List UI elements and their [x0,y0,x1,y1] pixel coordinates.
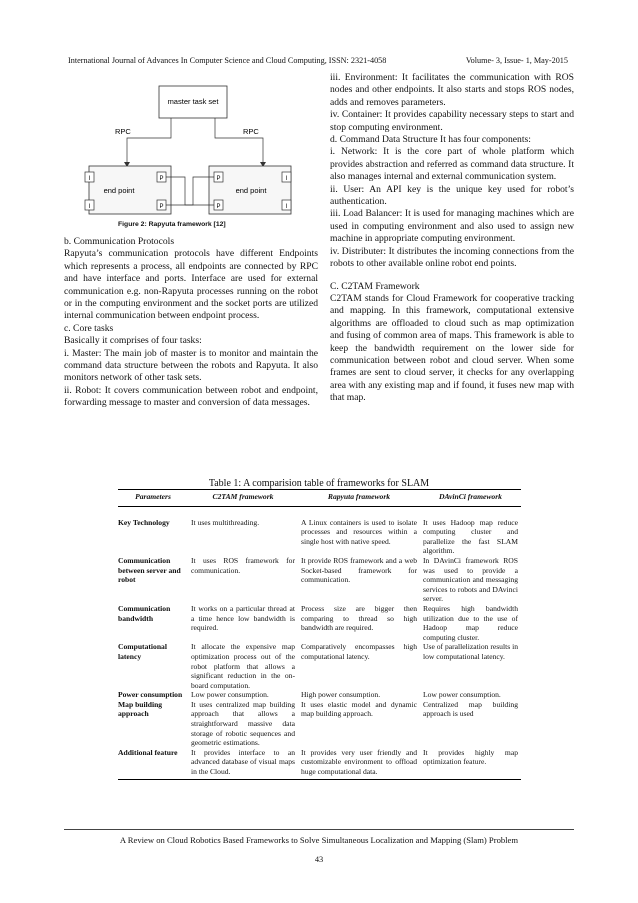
paragraph: i. Master: The main job of master is to monitor and maintain the command data structure between the robots and Rapyuta. It also monitors network of other task sets. [64,347,318,384]
running-header [68,56,568,65]
paragraph: Basically it comprises of four tasks: [64,335,202,347]
cell-davinci: In DAvinCi framework ROS was used to provide a communication and messaging services to robots and DAvinci server. [423,555,518,604]
table-row [118,556,521,604]
rpc-left-line [127,118,171,166]
table-row [118,700,521,748]
cell-c2tam: It uses centralized map building approach that allows a straightforward massive data storage of robotic sequences and geometric estimations. [191,699,295,748]
cell-c2tam: Low power consumption. [191,690,269,700]
paragraph: iv. Container: It provides capability necessary steps to start and stop computing environment. [330,109,574,133]
footer-rule [64,829,574,830]
paragraph: ii. User: An API key is the unique key used for robot’s authentication. [330,183,574,208]
rpc-right-line [215,118,263,166]
cell-davinci: It uses Hadoop map reduce computing cluster and parallelize the fast SLAM algorithm. [423,517,518,556]
cell-rapyuta: It provides very user friendly and customizable environment to offload huge computational data. [298,748,420,779]
table-row [118,642,521,690]
left-column [64,236,318,410]
cell-rapyuta: A Linux containers is used to isolate processes and resources within a single host with native speed. [301,517,417,546]
header-parameters: Parameters [118,490,188,507]
cell-rapyuta: It provide ROS framework and a web Socket-based framework for communication. [301,555,417,585]
cell-c2tam: It provides interface to an advanced database of visual maps in the Cloud. [188,748,298,779]
svg-text:I: I [285,204,288,210]
master-label: master task set [167,97,219,106]
cell-rapyuta: It uses elastic model and dynamic map building approach. [301,699,417,719]
endpoint-right-label: end point [235,186,267,195]
paragraph: iii. Load Balancer: It is used for managing machines which are used in computing environment and also used to assign new machine in appropriate computing environment. [330,208,574,245]
endpoint-link-bottom [166,177,214,205]
section-heading: c. Core tasks [64,322,114,334]
header-c2tam: C2TAM framework [188,490,298,507]
svg-text:P: P [159,176,164,182]
cell-c2tam: It uses multithreading. [191,517,260,527]
svg-text:I: I [88,176,91,182]
svg-text:P: P [216,176,221,182]
svg-text:I: I [88,204,91,210]
row-parameter: Computational latency [118,642,167,661]
section-heading: C. C2TAM Framework [330,280,420,292]
section-heading: b. Communication Protocols [64,236,175,247]
journal-name: International Journal of Advances In Computer Science and Cloud Computing, ISSN: 2321-4058 [68,56,387,65]
volume-info: Volume- 3, Issue- 1, May-2015 [465,56,568,65]
paragraph: ii. Robot: It covers communication between robot and endpoint, forwarding message to master and conversion of data messages. [64,384,318,409]
table-title: Table 1: A comparision table of frameworks for SLAM [208,478,430,489]
row-parameter: Communication bandwidth [118,603,171,623]
cell-c2tam: It allocate the expensive map optimization process out of the robot platform that allows a significant reduction in the on-board computation. [191,642,295,690]
footer-title: A Review on Cloud Robotics Based Frameworks to Solve Simultaneous Localization and Mapping (Slam) Problem [119,835,519,845]
table-row [118,748,521,779]
header-rapyuta: Rapyuta framework [298,490,420,507]
cell-c2tam: It uses ROS framework for communication. [191,555,295,575]
table-row [118,604,521,642]
paragraph: d. Command Data Structure It has four components: [330,134,531,146]
cell-davinci: Use of parallelization results in low computational latency. [423,642,518,661]
paragraph: iv. Distributer: It distributes the incoming connections from the robots to other available online robot end points. [330,245,574,270]
svg-text:P: P [216,204,221,210]
figure-caption: Figure 2: Rapyuta framework [12] [118,221,226,228]
paragraph: Rapyuta’s communication protocols have different Endpoints which represents a process, all endpoints are connected by RPC and have interface and ports. Interface are used for external communication e.g. non-Rapyuta processes running on the robot or in the computing environment and the socket ports are utilized internal communication between endpoint process. [64,248,318,322]
cell-c2tam: It works on a particular thread at a time hence low bandwidth is required. [191,603,295,633]
table-row [118,518,521,556]
svg-text:I: I [285,176,288,182]
paragraph: C2TAM stands for Cloud Framework for cooperative tracking and mapping. In this framework, computational extensive algorithms are offloaded to cloud such as map optimization and fusing of common area of maps. This framework is able to keep the bandwidth requirement on the lower side for communication between robot and cloud server. When some frames are sent to cloud server, it checks for any overlapping area with any existing map and if found, it fuses new map with that map. [330,292,574,404]
row-parameter: Additional feature [118,748,188,779]
cell-davinci: Low power consumption. [423,690,501,700]
cell-rapyuta: Process size are bigger then comparing to thread so high bandwidth are required. [301,603,417,633]
page-number: 43 [314,855,324,864]
endpoint-link-top [166,177,214,205]
paragraph: i. Network: It is the core part of whole platform which provides abstraction and referred as command data structure. It also manages internal and external communication system. [330,146,574,183]
row-parameter: Key Technology [118,517,170,527]
table-row [118,690,521,700]
header-davinci: DAvinCi framework [420,490,521,507]
cell-davinci: Requires high bandwidth utilization due to the use of Hadoop map reduce computing cluster. [423,603,518,642]
row-parameter: Communication between server and robot [118,555,181,585]
paragraph: iii. Environment: It facilitates the communication with ROS nodes and other endpoints. It also starts and stops ROS nodes, adds and removes parameters. [330,72,574,108]
row-parameter: Map building approach [118,699,163,719]
cell-davinci: Centralized map building approach is used [423,699,518,719]
cell-davinci: It provides highly map optimization feature. [420,748,521,779]
comparison-table [118,489,521,780]
rapyuta-framework-figure [75,80,295,230]
cell-rapyuta: Comparatively encompasses high computational latency. [301,642,417,661]
rpc-right-label: RPC [243,127,259,136]
rpc-left-label: RPC [115,127,131,136]
right-column [330,72,574,405]
svg-text:P: P [159,204,164,210]
table-header-row [118,490,521,507]
row-parameter: Power consumption [118,690,183,700]
cell-rapyuta: High power consumption. [301,690,381,700]
endpoint-left-label: end point [103,186,135,195]
